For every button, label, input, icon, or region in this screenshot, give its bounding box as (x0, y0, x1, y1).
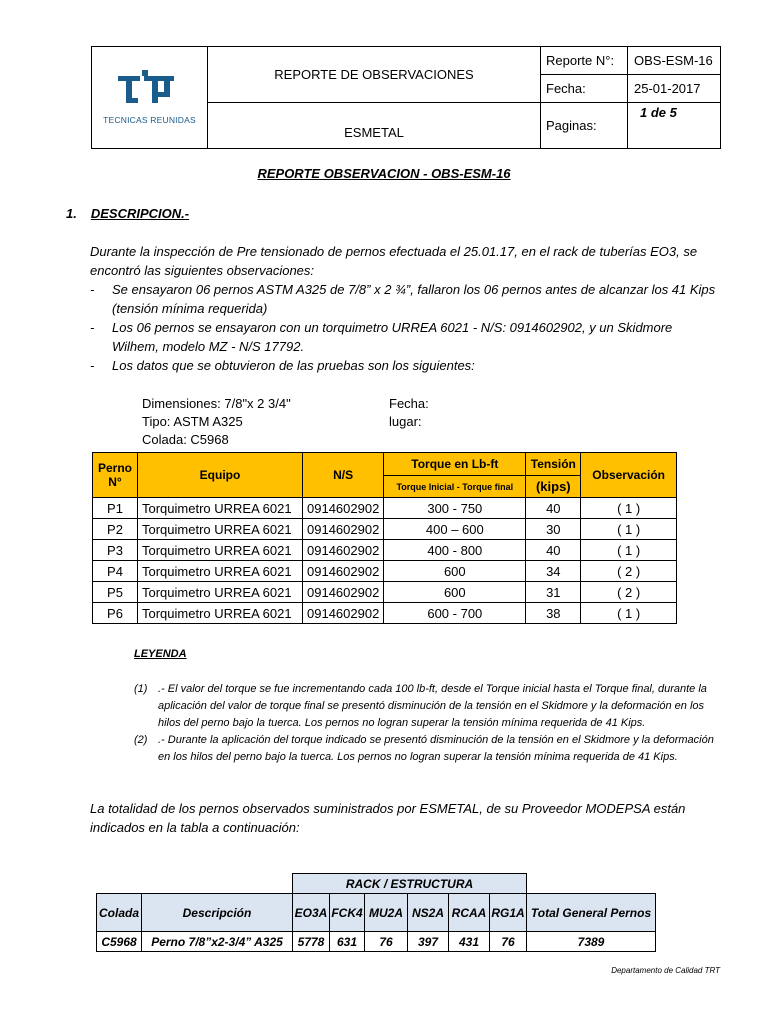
rack-cell: 5778 (293, 932, 330, 952)
pages-value: 1 de 5 (628, 103, 721, 149)
cell-torque: 400 - 800 (384, 540, 526, 561)
rack-cell: Perno 7/8”x2-3/4” A325 (142, 932, 293, 952)
cell-obs: ( 1 ) (581, 498, 677, 519)
report-no-value: OBS-ESM-16 (628, 47, 721, 75)
rack-cell: 76 (365, 932, 408, 952)
table-row (93, 540, 677, 561)
summary-paragraph: La totalidad de los pernos observados suministrados por ESMETAL, de su Proveedor MODEPSA están indicados en la tabla a continuación: (90, 801, 686, 835)
rack-cell: 76 (490, 932, 527, 952)
rack-col-header: NS2A (408, 894, 449, 932)
legend-number: (1) (134, 683, 148, 695)
table-row (93, 582, 677, 603)
legend-item-1 (134, 681, 724, 732)
lugar-label: lugar: (389, 414, 422, 429)
rack-cell: 397 (408, 932, 449, 952)
rack-col-header: RG1A (490, 894, 527, 932)
report-no-label: Reporte N°: (541, 47, 628, 75)
col-perno: Perno N° (93, 453, 138, 498)
section-title: DESCRIPCION.- (90, 206, 190, 221)
cell-ns: 0914602902 (303, 603, 384, 624)
cell-obs: ( 2 ) (581, 561, 677, 582)
col-tension: Tensión (526, 453, 581, 476)
header-table (91, 46, 721, 149)
rack-col-header: FCK4 (330, 894, 365, 932)
intro-paragraph: Durante la inspección de Pre tensionado de pernos efectuada el 25.01.17, en el rack de tuberías EO3, se encontró las siguientes observaciones: (90, 244, 698, 278)
cell-perno: P4 (93, 561, 138, 582)
table-row (93, 603, 677, 624)
rack-col-header: RCAA (449, 894, 490, 932)
section-heading (66, 206, 189, 221)
cell-torque: 400 – 600 (384, 519, 526, 540)
cell-torque: 300 - 750 (384, 498, 526, 519)
cell-tension: 40 (526, 498, 581, 519)
col-equipo: Equipo (138, 453, 303, 498)
cell-perno: P2 (93, 519, 138, 540)
rack-cell: 631 (330, 932, 365, 952)
col-torque-sub: Torque Inicial - Torque final (384, 476, 526, 498)
legend-title: LEYENDA (134, 648, 187, 660)
rack-cell: C5968 (97, 932, 142, 952)
section-number: 1. (66, 206, 77, 221)
legend-text: .- Durante la aplicación del torque indicado se presentó disminución de la tensión en el Skidmore y la deformación en los hilos del perno bajo la tuerca. Los pernos no logran superar la tensión mínima requerida de 41 Kips. (158, 734, 714, 763)
tecnicas-reunidas-logo-icon (110, 70, 190, 110)
cell-obs: ( 2 ) (581, 582, 677, 603)
cell-perno: P3 (93, 540, 138, 561)
logo-cell (92, 47, 208, 149)
cell-torque: 600 (384, 561, 526, 582)
cell-torque: 600 (384, 582, 526, 603)
test-results-table (92, 452, 677, 624)
rack-col-header: Total General Pernos (527, 894, 656, 932)
pages-label: Paginas: (541, 103, 628, 149)
cell-tension: 38 (526, 603, 581, 624)
table-row (93, 498, 677, 519)
rack-summary-table (96, 873, 656, 952)
rack-col-header: MU2A (365, 894, 408, 932)
cell-tension: 34 (526, 561, 581, 582)
rack-group-header: RACK / ESTRUCTURA (293, 874, 527, 894)
cell-ns: 0914602902 (303, 561, 384, 582)
rack-col-header: Colada (97, 894, 142, 932)
col-ns: N/S (303, 453, 384, 498)
cell-tension: 31 (526, 582, 581, 603)
col-observacion: Observación (581, 453, 677, 498)
colada-text: Colada: C5968 (142, 432, 229, 447)
rack-cell: 7389 (527, 932, 656, 952)
cell-equipo: Torquimetro URREA 6021 (138, 561, 303, 582)
rack-col-header: EO3A (293, 894, 330, 932)
document-title: REPORTE OBSERVACION - OBS-ESM-16 (257, 166, 511, 181)
bullet-item: - Los datos que se obtuvieron de las pruebas son los siguientes: (90, 356, 722, 375)
legend-item-2 (134, 732, 724, 766)
cell-ns: 0914602902 (303, 498, 384, 519)
cell-tension: 30 (526, 519, 581, 540)
date-label: Fecha: (541, 75, 628, 103)
type-text: Tipo: ASTM A325 (142, 414, 243, 429)
company-name: ESMETAL (208, 103, 541, 149)
cell-obs: ( 1 ) (581, 540, 677, 561)
test-place-date (389, 395, 429, 431)
table-row (93, 519, 677, 540)
footer-text: Departamento de Calidad TRT (611, 966, 720, 975)
cell-equipo: Torquimetro URREA 6021 (138, 519, 303, 540)
fecha-label: Fecha: (389, 396, 429, 411)
table-row (93, 561, 677, 582)
date-value: 25-01-2017 (628, 75, 721, 103)
col-torque: Torque en Lb-ft (384, 453, 526, 476)
bullet-item: - Se ensayaron 06 pernos ASTM A325 de 7/8” x 2 ¾”, fallaron los 06 pernos antes de alcanzar los 41 Kips (tensión mínima requerida) (90, 280, 722, 318)
cell-obs: ( 1 ) (581, 603, 677, 624)
cell-equipo: Torquimetro URREA 6021 (138, 540, 303, 561)
cell-torque: 600 - 700 (384, 603, 526, 624)
rack-cell: 431 (449, 932, 490, 952)
description-block (90, 242, 722, 375)
dimensions-text: Dimensiones: 7/8"x 2 3/4" (142, 396, 291, 411)
report-title: REPORTE DE OBSERVACIONES (208, 47, 541, 103)
cell-perno: P1 (93, 498, 138, 519)
cell-tension: 40 (526, 540, 581, 561)
legend-number: (2) (134, 734, 148, 746)
cell-ns: 0914602902 (303, 582, 384, 603)
legend-text: .- El valor del torque se fue incrementando cada 100 lb-ft, desde el Torque inicial hasta el Torque final, durante la aplicación del valor de torque final se presentó disminución de la tensión en el Skidmore y la deformación en los hilos del perno bajo la tuerca. Los pernos no logran superar la tensión mínima requerida de 41 Kips. (158, 683, 707, 729)
cell-perno: P6 (93, 603, 138, 624)
cell-perno: P5 (93, 582, 138, 603)
cell-ns: 0914602902 (303, 540, 384, 561)
cell-obs: ( 1 ) (581, 519, 677, 540)
col-tension-unit: (kips) (526, 476, 581, 498)
cell-equipo: Torquimetro URREA 6021 (138, 498, 303, 519)
cell-ns: 0914602902 (303, 519, 384, 540)
cell-equipo: Torquimetro URREA 6021 (138, 582, 303, 603)
bullet-item: - Los 06 pernos se ensayaron con un torquimetro URREA 6021 - N/S: 0914602902, y un Skidmore Wilhem, modelo MZ - N/S 17792. (90, 318, 722, 356)
logo-text: TECNICAS REUNIDAS (103, 115, 196, 125)
bolt-specs (142, 395, 291, 449)
rack-col-header: Descripción (142, 894, 293, 932)
cell-equipo: Torquimetro URREA 6021 (138, 603, 303, 624)
